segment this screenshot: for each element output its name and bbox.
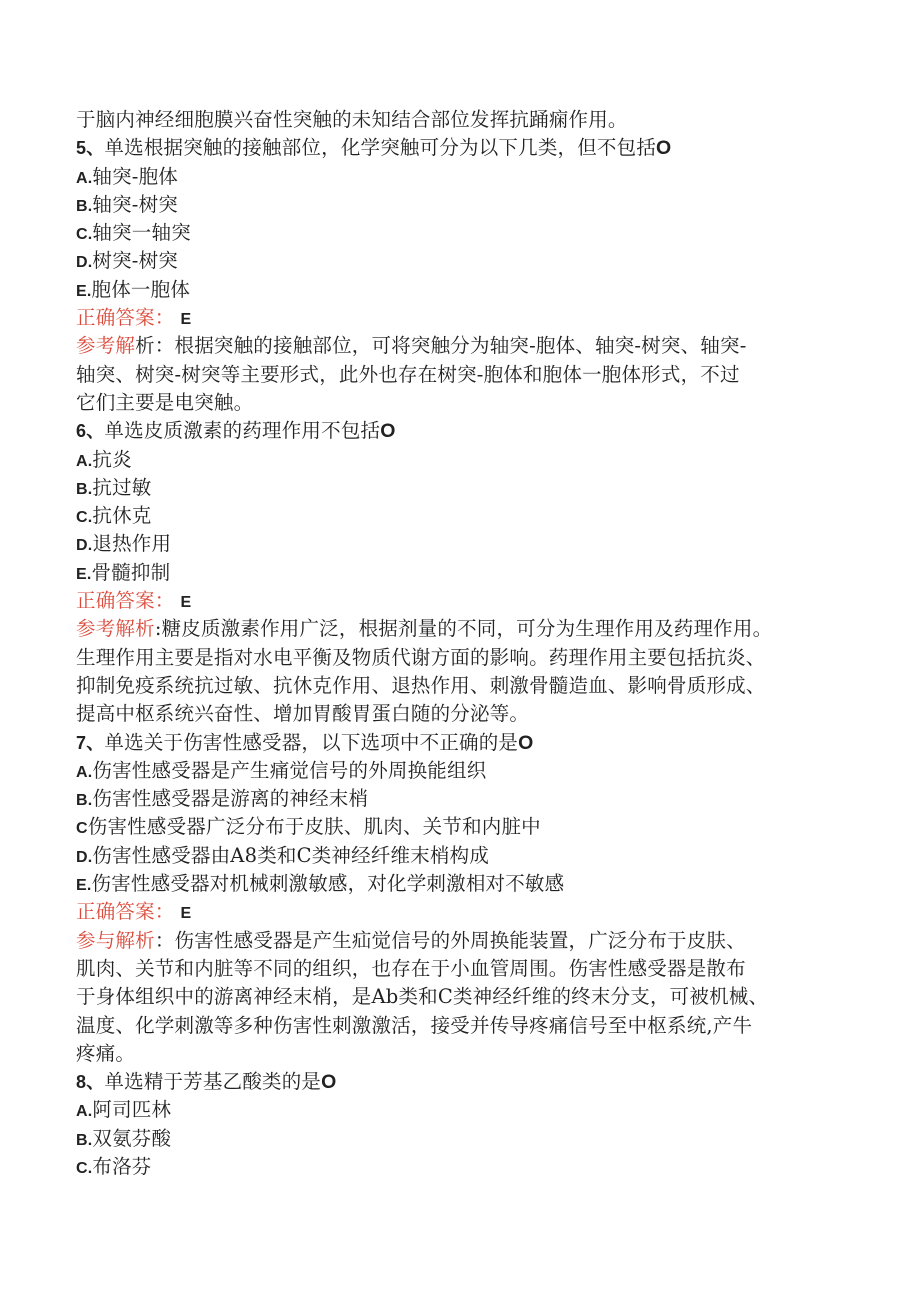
option-key: B. (76, 792, 93, 810)
option-key: A. (76, 1103, 93, 1121)
option-text: 骨髓抑制 (91, 560, 171, 584)
option-text: 抗休克 (92, 504, 152, 528)
question-number: 5、 (76, 138, 105, 159)
analysis-line: 析：根据突触的接触部位，可将突触分为轴突-胞体、轴突-树突、轴突- (135, 334, 747, 358)
option-key: C (76, 820, 88, 838)
analysis-label: 参考解析 (76, 617, 155, 641)
option-c (76, 502, 846, 530)
option-text: 双氨芬酸 (92, 1126, 172, 1150)
option-a (76, 446, 846, 474)
option-b (76, 474, 846, 502)
analysis-line: 生理作用主要是指对水电平衡及物质代谢方面的影响。药理作用主要包括抗炎、 (76, 645, 766, 669)
option-key: B. (76, 1131, 93, 1149)
option-b (76, 785, 846, 813)
option-text: 胞体一胞体 (91, 277, 191, 301)
answer-label: 正确答案： (76, 306, 175, 330)
option-text: 阿司匹林 (92, 1098, 172, 1122)
analysis-line: ：伤害性感受器是产生疝觉信号的外周换能装置，广泛分布于皮肤、 (154, 928, 746, 952)
option-e (76, 276, 846, 304)
option-c (76, 1153, 846, 1181)
analysis-line: 疼痛。 (76, 1041, 136, 1065)
analysis-label: 参与解析 (76, 928, 155, 952)
option-key: E. (76, 877, 92, 895)
option-key: B. (76, 197, 93, 215)
option-key: D. (76, 537, 93, 555)
question-number: 7、 (76, 732, 105, 753)
option-b (76, 1125, 846, 1153)
option-text: 布洛芬 (92, 1154, 152, 1178)
correct-answer (76, 898, 846, 926)
analysis-line: 轴突、树突-树突等主要形式，此外也存在树突-胞体和胞体一胞体形式，不过 (76, 362, 740, 386)
question-number: 8、 (76, 1072, 105, 1093)
option-text: 退热作用 (92, 532, 172, 556)
option-text: 伤害性感受器广泛分布于皮肤、肌肉、关节和内脏中 (87, 815, 541, 839)
analysis (76, 927, 846, 1068)
option-c (76, 813, 846, 841)
option-text: 轴突-胞体 (92, 164, 178, 188)
option-text: 树突-树突 (92, 249, 178, 273)
question-number: 6、 (76, 421, 105, 442)
correct-answer (76, 304, 846, 332)
question-text: 单选皮质激素的药理作用不包括 (104, 419, 381, 443)
analysis-label: 参考解 (76, 334, 136, 358)
option-text: 伤害性感受器是游离的神经末梢 (92, 787, 369, 811)
option-key: D. (76, 254, 93, 272)
option-d (76, 842, 846, 870)
option-text: 伤害性感受器对机械刺激敏感，对化学刺激相对不敏感 (91, 872, 565, 896)
option-a (76, 1096, 846, 1124)
question-text: 单选根据突触的接触部位，化学突触可分为以下几类，但不包括 (104, 136, 657, 160)
option-b (76, 191, 846, 219)
analysis-line: 提高中枢系统兴奋性、增加胃酸胃蛋白随的分泌等。 (76, 702, 530, 726)
continuation-line: 于脑内神经细胞膜兴奋性突触的未知结合部位发挥抗踊痫作用。 (76, 108, 628, 131)
blank-mark: O (380, 420, 396, 443)
option-e (76, 870, 846, 898)
question-stem (76, 1068, 846, 1096)
option-text: 抗过敏 (92, 475, 152, 499)
option-key: B. (76, 480, 93, 498)
option-key: A. (76, 763, 93, 781)
document-page (76, 106, 846, 1181)
question-8 (76, 1068, 846, 1181)
question-5 (76, 134, 846, 417)
option-d (76, 530, 846, 558)
question-stem (76, 729, 846, 757)
option-key: A. (76, 452, 93, 470)
option-text: 抗炎 (92, 447, 132, 471)
analysis-line: :糖皮质激素作用广泛，根据剂量的不同，可分为生理作用及药理作用。 (154, 617, 773, 641)
option-a (76, 163, 846, 191)
analysis-line: 抑制免疫系统抗过敏、抗休克作用、退热作用、刺激骨髓造血、影响骨质形成、 (76, 673, 766, 697)
option-d (76, 247, 846, 275)
option-key: E. (76, 282, 92, 300)
question-7 (76, 729, 846, 1069)
option-key: D. (76, 848, 93, 866)
question-text: 单选关于伤害性感受器，以下选项中不正确的是 (104, 730, 519, 754)
option-key: C. (76, 226, 93, 244)
blank-mark: O (518, 731, 534, 754)
option-text: 轴突一轴突 (92, 221, 191, 245)
answer-value: E (180, 594, 192, 612)
analysis-line: 肌肉、关节和内脏等不同的组织，也存在于小血管周围。伤害性感受器是散布 (76, 956, 746, 980)
analysis-line: 于身体组织中的游离神经末梢，是Ab类和C类神经纤维的终末分支，可被机械、 (76, 985, 769, 1009)
analysis-line: 它们主要是电突触。 (76, 390, 254, 414)
blank-mark: O (321, 1071, 337, 1094)
option-key: E. (76, 565, 92, 583)
question-stem (76, 417, 846, 445)
answer-value: E (180, 311, 192, 329)
option-e (76, 559, 846, 587)
option-key: A. (76, 169, 93, 187)
correct-answer (76, 587, 846, 615)
analysis (76, 615, 846, 728)
analysis (76, 332, 846, 417)
option-text: 伤害性感受器由A8类和C类神经纤维末梢构成 (92, 843, 490, 867)
answer-label: 正确答案： (76, 900, 175, 924)
option-text: 伤害性感受器是产生痛觉信号的外周换能组织 (92, 758, 487, 782)
answer-value: E (180, 905, 192, 923)
blank-mark: O (656, 137, 672, 160)
option-c (76, 219, 846, 247)
question-stem (76, 134, 846, 162)
question-6 (76, 417, 846, 728)
analysis-line: 温度、化学刺激等多种伤害性刺激激活，接受并传导疼痛信号至中枢系统,产牛 (76, 1013, 753, 1037)
option-key: C. (76, 1159, 93, 1177)
option-key: C. (76, 509, 93, 527)
option-a (76, 757, 846, 785)
question-text: 单选精于芳基乙酸类的是 (104, 1070, 322, 1094)
option-text: 轴突-树突 (92, 192, 178, 216)
answer-label: 正确答案： (76, 589, 175, 613)
